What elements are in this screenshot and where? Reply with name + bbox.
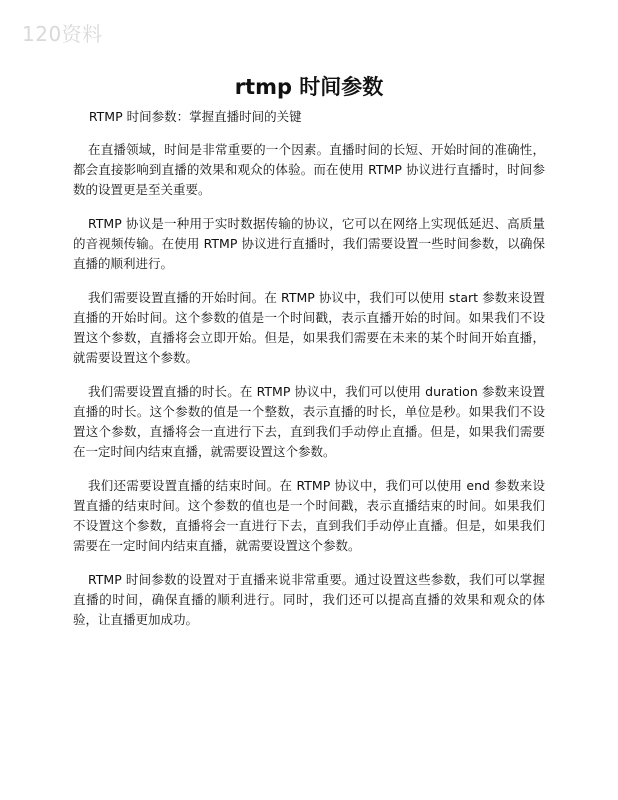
watermark-logo: 120资料 — [22, 22, 103, 46]
paragraph-6: RTMP 时间参数的设置对于直播来说非常重要。通过设置这些参数，我们可以掌握直播的时间，确保直播的顺利进行。同时，我们还可以提高直播的效果和观众的体验，让直播更加成功。 — [73, 572, 545, 627]
paragraph-4: 我们需要设置直播的时长。在 RTMP 协议中，我们可以使用 duration 参数来设置直播的时长。这个参数的值是一个整数，表示直播的时长，单位是秒。如果我们不设置这个参数，直播将会一直进行下去，直到我们手动停止直播。但是，如果我们需要在一定时间内结束直播，就需要设置这个参数。 — [73, 384, 545, 459]
paragraph-2: RTMP 协议是一种用于实时数据传输的协议，它可以在网络上实现低延迟、高质量的音视频传输。在使用 RTMP 协议进行直播时，我们需要设置一些时间参数，以确保直播的顺利进行。 — [73, 216, 545, 271]
document-page — [73, 72, 545, 644]
paragraph-3: 我们需要设置直播的开始时间。在 RTMP 协议中，我们可以使用 start 参数来设置直播的开始时间。这个参数的值是一个时间戳，表示直播开始的时间。如果我们不设置这个参数，直播将会立即开始。但是，如果我们需要在未来的某个时间开始直播，就需要设置这个参数。 — [73, 290, 545, 365]
document-subtitle: RTMP 时间参数：掌握直播时间的关键 — [88, 109, 302, 124]
paragraph-5: 我们还需要设置直播的结束时间。在 RTMP 协议中，我们可以使用 end 参数来设置直播的结束时间。这个参数的值也是一个时间戳，表示直播结束的时间。如果我们不设置这个参数，直播将会一直进行下去，直到我们手动停止直播。但是，如果我们需要在一定时间内结束直播，就需要设置这个参数。 — [73, 478, 545, 553]
paragraph-1: 在直播领域，时间是非常重要的一个因素。直播时间的长短、开始时间的准确性，都会直接影响到直播的效果和观众的体验。而在使用 RTMP 协议进行直播时，时间参数的设置更是至关重要。 — [73, 142, 545, 197]
document-title: rtmp 时间参数 — [234, 75, 384, 99]
